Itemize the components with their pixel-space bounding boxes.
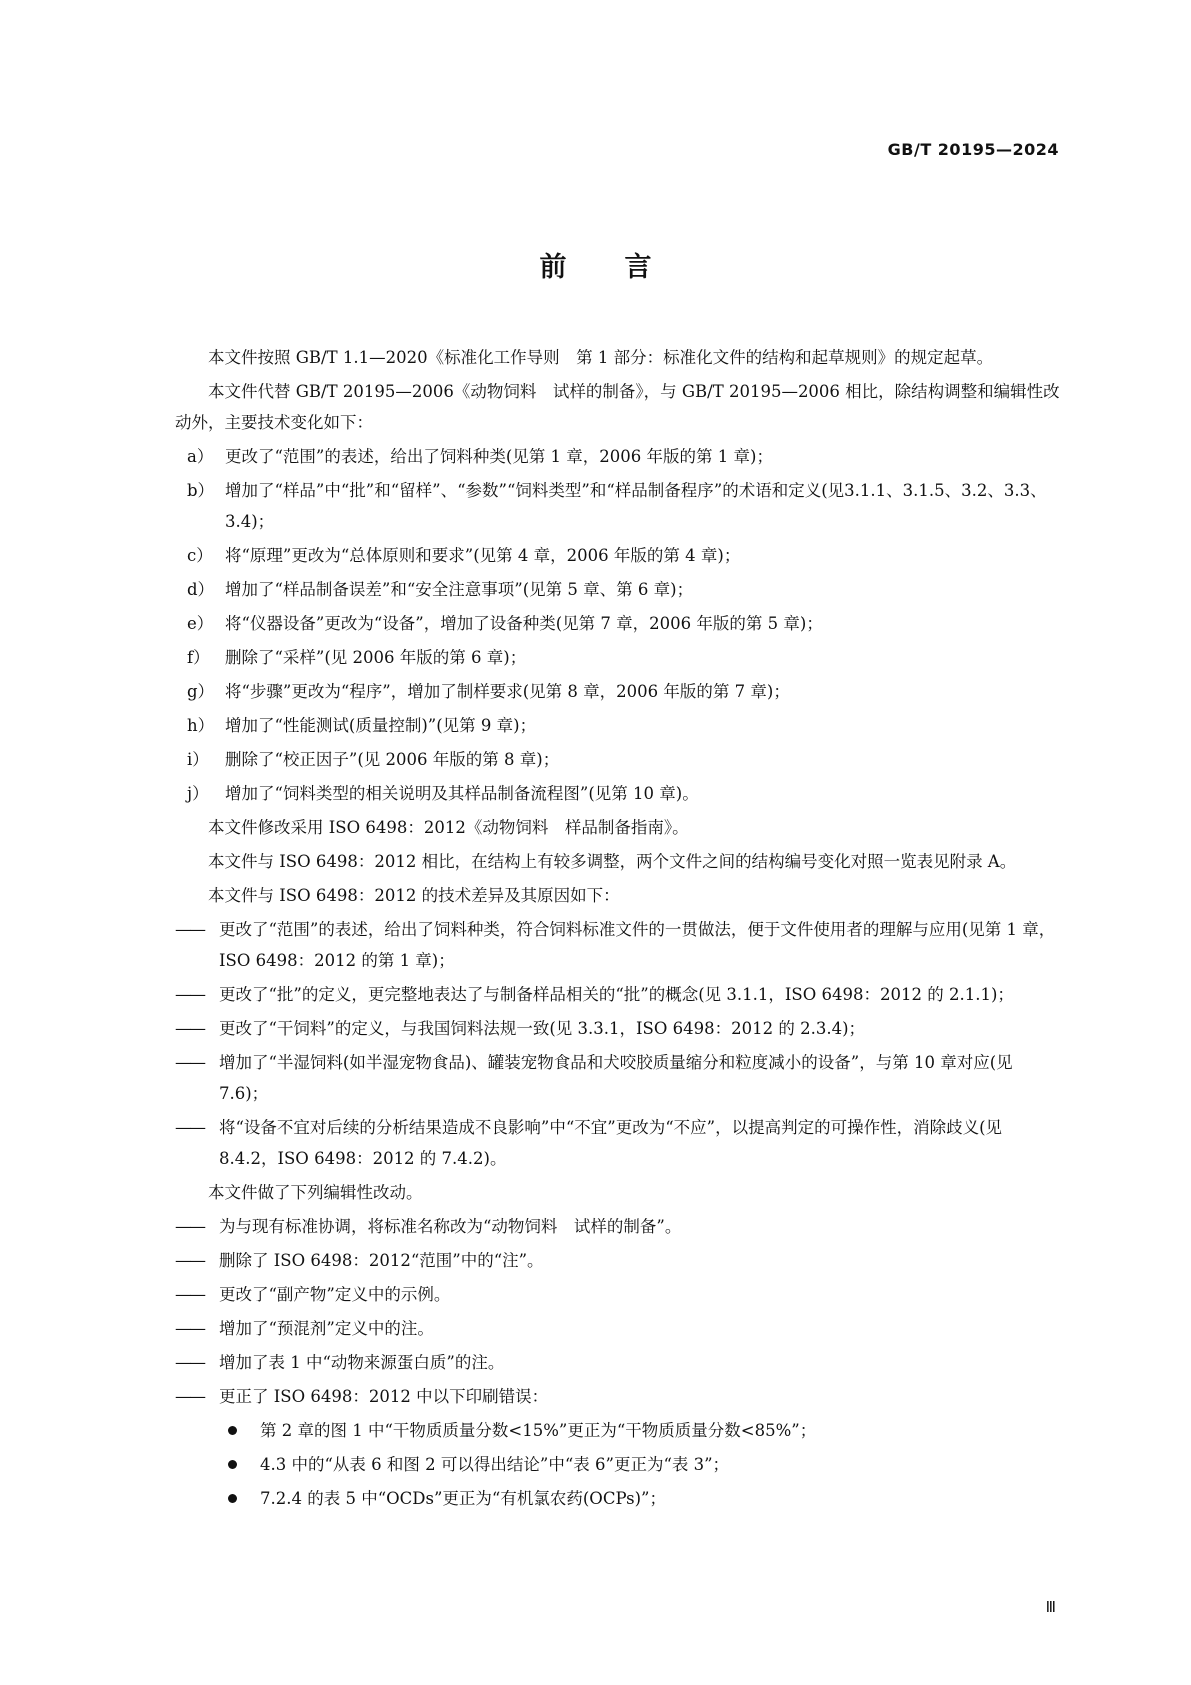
item-text: 更改了“干饲料”的定义，与我国饲料法规一致(见 3.3.1，ISO 6498：2012 的 2.3.4)； — [219, 1019, 866, 1038]
item-text: 删除了 ISO 6498：2012“范围”中的“注”。 — [219, 1251, 544, 1270]
item-text: 增加了“预混剂”定义中的注。 — [219, 1319, 434, 1338]
list-item — [175, 1013, 1065, 1044]
list-item — [175, 475, 1065, 537]
editorial-changes-list — [175, 1211, 1065, 1412]
item-text: 将“步骤”更改为“程序”，增加了制样要求(见第 8 章，2006 年版的第 7 章)； — [225, 682, 790, 701]
item-text: 增加了“样品制备误差”和“安全注意事项”(见第 5 章、第 6 章)； — [225, 580, 694, 599]
dash-marker: —— — [175, 1118, 204, 1137]
technical-differences-list — [175, 914, 1065, 1174]
item-text: 删除了“采样”(见 2006 年版的第 6 章)； — [225, 648, 527, 667]
dash-marker: —— — [175, 1251, 204, 1270]
dash-marker: —— — [175, 1353, 204, 1372]
page-title: 前言 — [539, 252, 710, 283]
intro-paragraph: 本文件按照 GB/T 1.1—2020《标准化工作导则 第 1 部分：标准化文件的结构和起草规则》的规定起草。 — [208, 348, 994, 367]
item-text: 第 2 章的图 1 中“干物质质量分数<15%”更正为“干物质质量分数<85%”； — [260, 1421, 817, 1440]
list-item — [175, 574, 1065, 605]
item-label: a） — [187, 447, 214, 466]
editorial-paragraph: 本文件做了下列编辑性改动。 — [208, 1183, 423, 1202]
item-text: 更改了“范围”的表述，给出了饲料种类，符合饲料标准文件的一贯做法，便于文件使用者的理解与应用(见第 1 章，ISO 6498：2012 的第 1 章)； — [219, 920, 1056, 970]
replacement-paragraph: 本文件代替 GB/T 20195—2006《动物饲料 试样的制备》，与 GB/T 20195—2006 相比，除结构调整和编辑性改动外，主要技术变化如下： — [175, 382, 1060, 432]
item-text: 4.3 中的“从表 6 和图 2 可以得出结论”中“表 6”更正为“表 3”； — [260, 1455, 730, 1474]
list-item — [175, 1313, 1065, 1344]
list-item — [175, 1047, 1065, 1109]
item-text: 为与现有标准协调，将标准名称改为“动物饲料 试样的制备”。 — [219, 1217, 682, 1236]
item-text: 增加了“样品”中“批”和“留样”、“参数”“饲料类型”和“样品制备程序”的术语和定义(见3.1.1、3.1.5、3.2、3.3、3.4)； — [225, 481, 1047, 531]
item-text: 更正了 ISO 6498：2012 中以下印刷错误： — [219, 1387, 549, 1406]
item-text: 增加了“半湿饲料(如半湿宠物食品)、罐装宠物食品和犬咬胶质量缩分和粒度减小的设备”，与第 10 章对应(见 7.6)； — [219, 1053, 1013, 1103]
dash-marker: —— — [175, 1285, 204, 1304]
list-item — [175, 744, 1065, 775]
list-item — [175, 1415, 1065, 1446]
dash-marker: —— — [175, 1217, 204, 1236]
item-text: 删除了“校正因子”(见 2006 年版的第 8 章)； — [225, 750, 560, 769]
list-item — [175, 642, 1065, 673]
list-item — [175, 1381, 1065, 1412]
bullet-icon — [228, 1460, 237, 1469]
bullet-icon — [228, 1426, 237, 1435]
dash-marker: —— — [175, 1053, 204, 1072]
list-item — [175, 710, 1065, 741]
foreword-body — [175, 342, 1065, 1517]
corrections-list — [175, 1415, 1065, 1514]
structure-paragraph: 本文件与 ISO 6498：2012 相比，在结构上有较多调整，两个文件之间的结构编号变化对照一览表见附录 A。 — [208, 852, 1017, 871]
dash-marker: —— — [175, 1019, 204, 1038]
list-item — [175, 1279, 1065, 1310]
item-text: 增加了“饲料类型的相关说明及其样品制备流程图”(见第 10 章)。 — [225, 784, 699, 803]
item-text: 7.2.4 的表 5 中“OCDs”更正为“有机氯农药(OCPs)”； — [260, 1489, 666, 1508]
list-item — [175, 676, 1065, 707]
list-item — [175, 1245, 1065, 1276]
item-text: 将“仪器设备”更改为“设备”，增加了设备种类(见第 7 章，2006 年版的第 5 章)； — [225, 614, 823, 633]
list-item — [175, 1483, 1065, 1514]
page-number: Ⅲ — [1045, 1598, 1056, 1616]
item-text: 增加了“性能测试(质量控制)”(见第 9 章)； — [225, 716, 537, 735]
bullet-icon — [228, 1494, 237, 1503]
list-item — [175, 441, 1065, 472]
dash-marker: —— — [175, 985, 204, 1004]
list-item — [175, 914, 1065, 976]
list-item — [175, 1347, 1065, 1378]
item-label: j） — [187, 784, 209, 803]
item-label: f） — [187, 648, 210, 667]
dash-marker: —— — [175, 1319, 204, 1338]
item-text: 增加了表 1 中“动物来源蛋白质”的注。 — [219, 1353, 505, 1372]
item-label: b） — [187, 481, 215, 500]
adoption-paragraph: 本文件修改采用 ISO 6498：2012《动物饲料 样品制备指南》。 — [208, 818, 689, 837]
item-text: 将“原理”更改为“总体原则和要求”(见第 4 章，2006 年版的第 4 章)； — [225, 546, 741, 565]
list-item — [175, 1211, 1065, 1242]
list-item — [175, 778, 1065, 809]
technical-changes-list — [175, 441, 1065, 809]
item-label: h） — [187, 716, 215, 735]
item-label: e） — [187, 614, 214, 633]
item-label: i） — [187, 750, 209, 769]
standard-code: GB/T 20195—2024 — [887, 140, 1059, 159]
item-label: g） — [187, 682, 215, 701]
item-text: 将“设备不宜对后续的分析结果造成不良影响”中“不宜”更改为“不应”，以提高判定的可操作性，消除歧义(见 8.4.2，ISO 6498：2012 的 7.4.2)。 — [219, 1118, 1003, 1168]
list-item — [175, 608, 1065, 639]
differences-paragraph: 本文件与 ISO 6498：2012 的技术差异及其原因如下： — [208, 886, 620, 905]
item-text: 更改了“副产物”定义中的示例。 — [219, 1285, 451, 1304]
item-text: 更改了“范围”的表述，给出了饲料种类(见第 1 章，2006 年版的第 1 章)； — [225, 447, 773, 466]
list-item — [175, 1449, 1065, 1480]
list-item — [175, 1112, 1065, 1174]
item-label: c） — [187, 546, 213, 565]
item-label: d） — [187, 580, 215, 599]
dash-marker: —— — [175, 920, 204, 939]
list-item — [175, 979, 1065, 1010]
list-item — [175, 540, 1065, 571]
item-text: 更改了“批”的定义，更完整地表达了与制备样品相关的“批”的概念(见 3.1.1，ISO 6498：2012 的 2.1.1)； — [219, 985, 1014, 1004]
dash-marker: —— — [175, 1387, 204, 1406]
